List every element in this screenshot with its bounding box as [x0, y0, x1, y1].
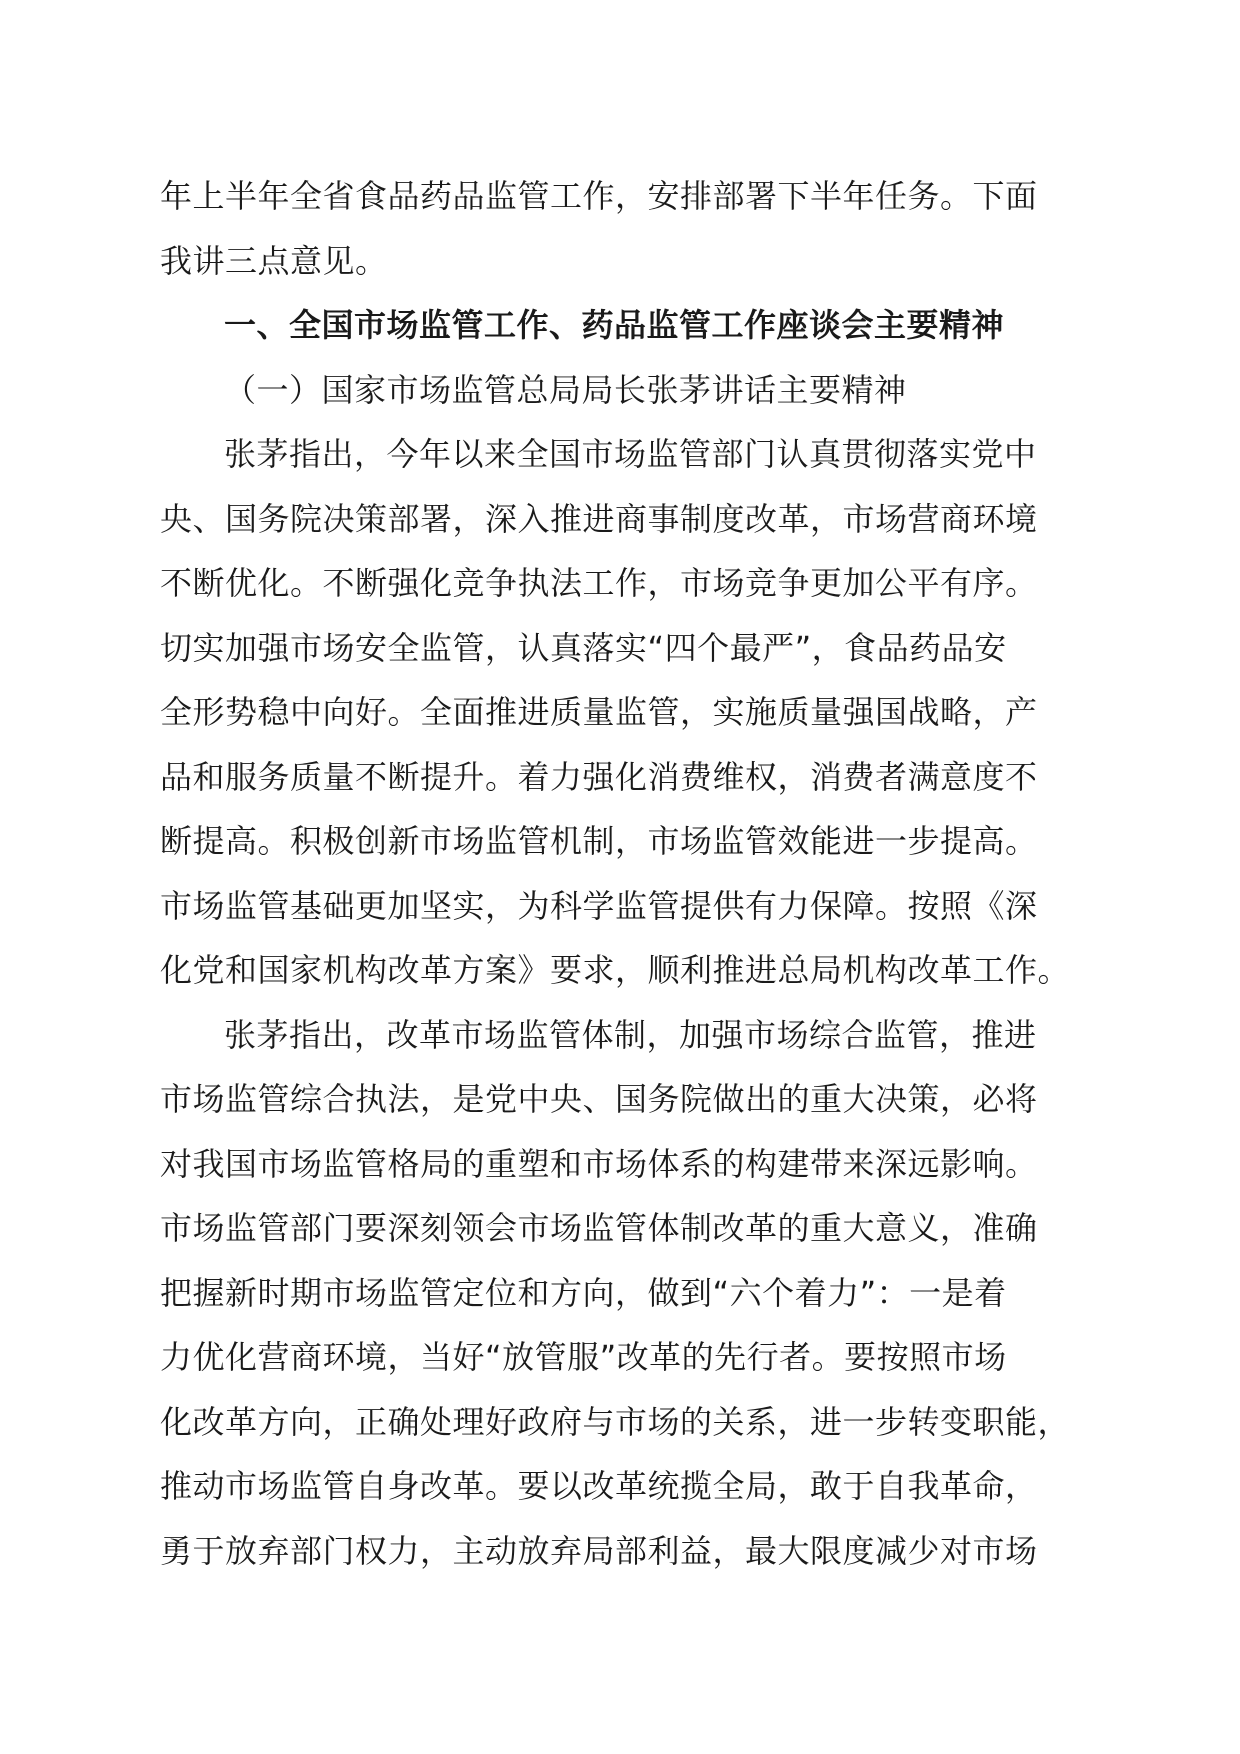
text-line-2: 我讲三点意见。	[160, 241, 388, 280]
paragraph-1-line-3: 不断优化。不断强化竞争执法工作，市场竞争更加公平有序。	[160, 564, 1038, 602]
paragraph-2-line-4: 市场监管部门要深刻领会市场监管体制改革的重大意义，准确	[160, 1209, 1038, 1247]
paragraph-2-line-3: 对我国市场监管格局的重塑和市场体系的构建带来深远影响。	[160, 1144, 1038, 1183]
paragraph-2-line-8: 推动市场监管自身改革。要以改革统揽全局，敢于自我革命，	[160, 1467, 1038, 1505]
paragraph-1-line-7: 断提高。积极创新市场监管机制，市场监管效能进一步提高。	[160, 822, 1038, 860]
paragraph-2-line-1: 张茅指出，改革市场监管体制，加强市场综合监管，推进	[224, 1015, 1037, 1054]
paragraph-1-line-4: 切实加强市场安全监管，认真落实“四个最严”，食品药品安	[160, 628, 1007, 667]
paragraph-1-line-6: 品和服务质量不断提升。着力强化消费维权，消费者满意度不	[160, 757, 1038, 796]
paragraph-1-line-9: 化党和国家机构改革方案》要求，顺利推进总局机构改革工作。	[160, 951, 1071, 989]
section-heading-1: 一、全国市场监管工作、药品监管工作座谈会主要精神	[224, 306, 1005, 344]
paragraph-2-line-2: 市场监管综合执法，是党中央、国务院做出的重大决策，必将	[160, 1080, 1038, 1118]
document-page	[160, 164, 1092, 1583]
paragraph-2-line-5: 把握新时期市场监管定位和方向，做到“六个着力”：一是着	[160, 1273, 1007, 1312]
paragraph-2-line-9: 勇于放弃部门权力，主动放弃局部利益，最大限度减少对市场	[160, 1531, 1038, 1570]
paragraph-1-line-1: 张茅指出，今年以来全国市场监管部门认真贯彻落实党中	[224, 435, 1037, 473]
paragraph-1-line-2: 央、国务院决策部署，深入推进商事制度改革，市场营商环境	[160, 499, 1038, 538]
paragraph-2-line-6: 力优化营商环境，当好“放管服”改革的先行者。要按照市场	[160, 1338, 1007, 1376]
paragraph-1-line-5: 全形势稳中向好。全面推进质量监管，实施质量强国战略，产	[160, 693, 1038, 731]
paragraph-2-line-7: 化改革方向，正确处理好政府与市场的关系，进一步转变职能，	[160, 1402, 1071, 1441]
text-line-1: 年上半年全省食品药品监管工作，安排部署下半年任务。下面	[160, 177, 1038, 215]
subsection-heading-1: （一）国家市场监管总局局长张茅讲话主要精神	[224, 370, 907, 409]
paragraph-1-line-8: 市场监管基础更加坚实，为科学监管提供有力保障。按照《深	[160, 886, 1038, 925]
